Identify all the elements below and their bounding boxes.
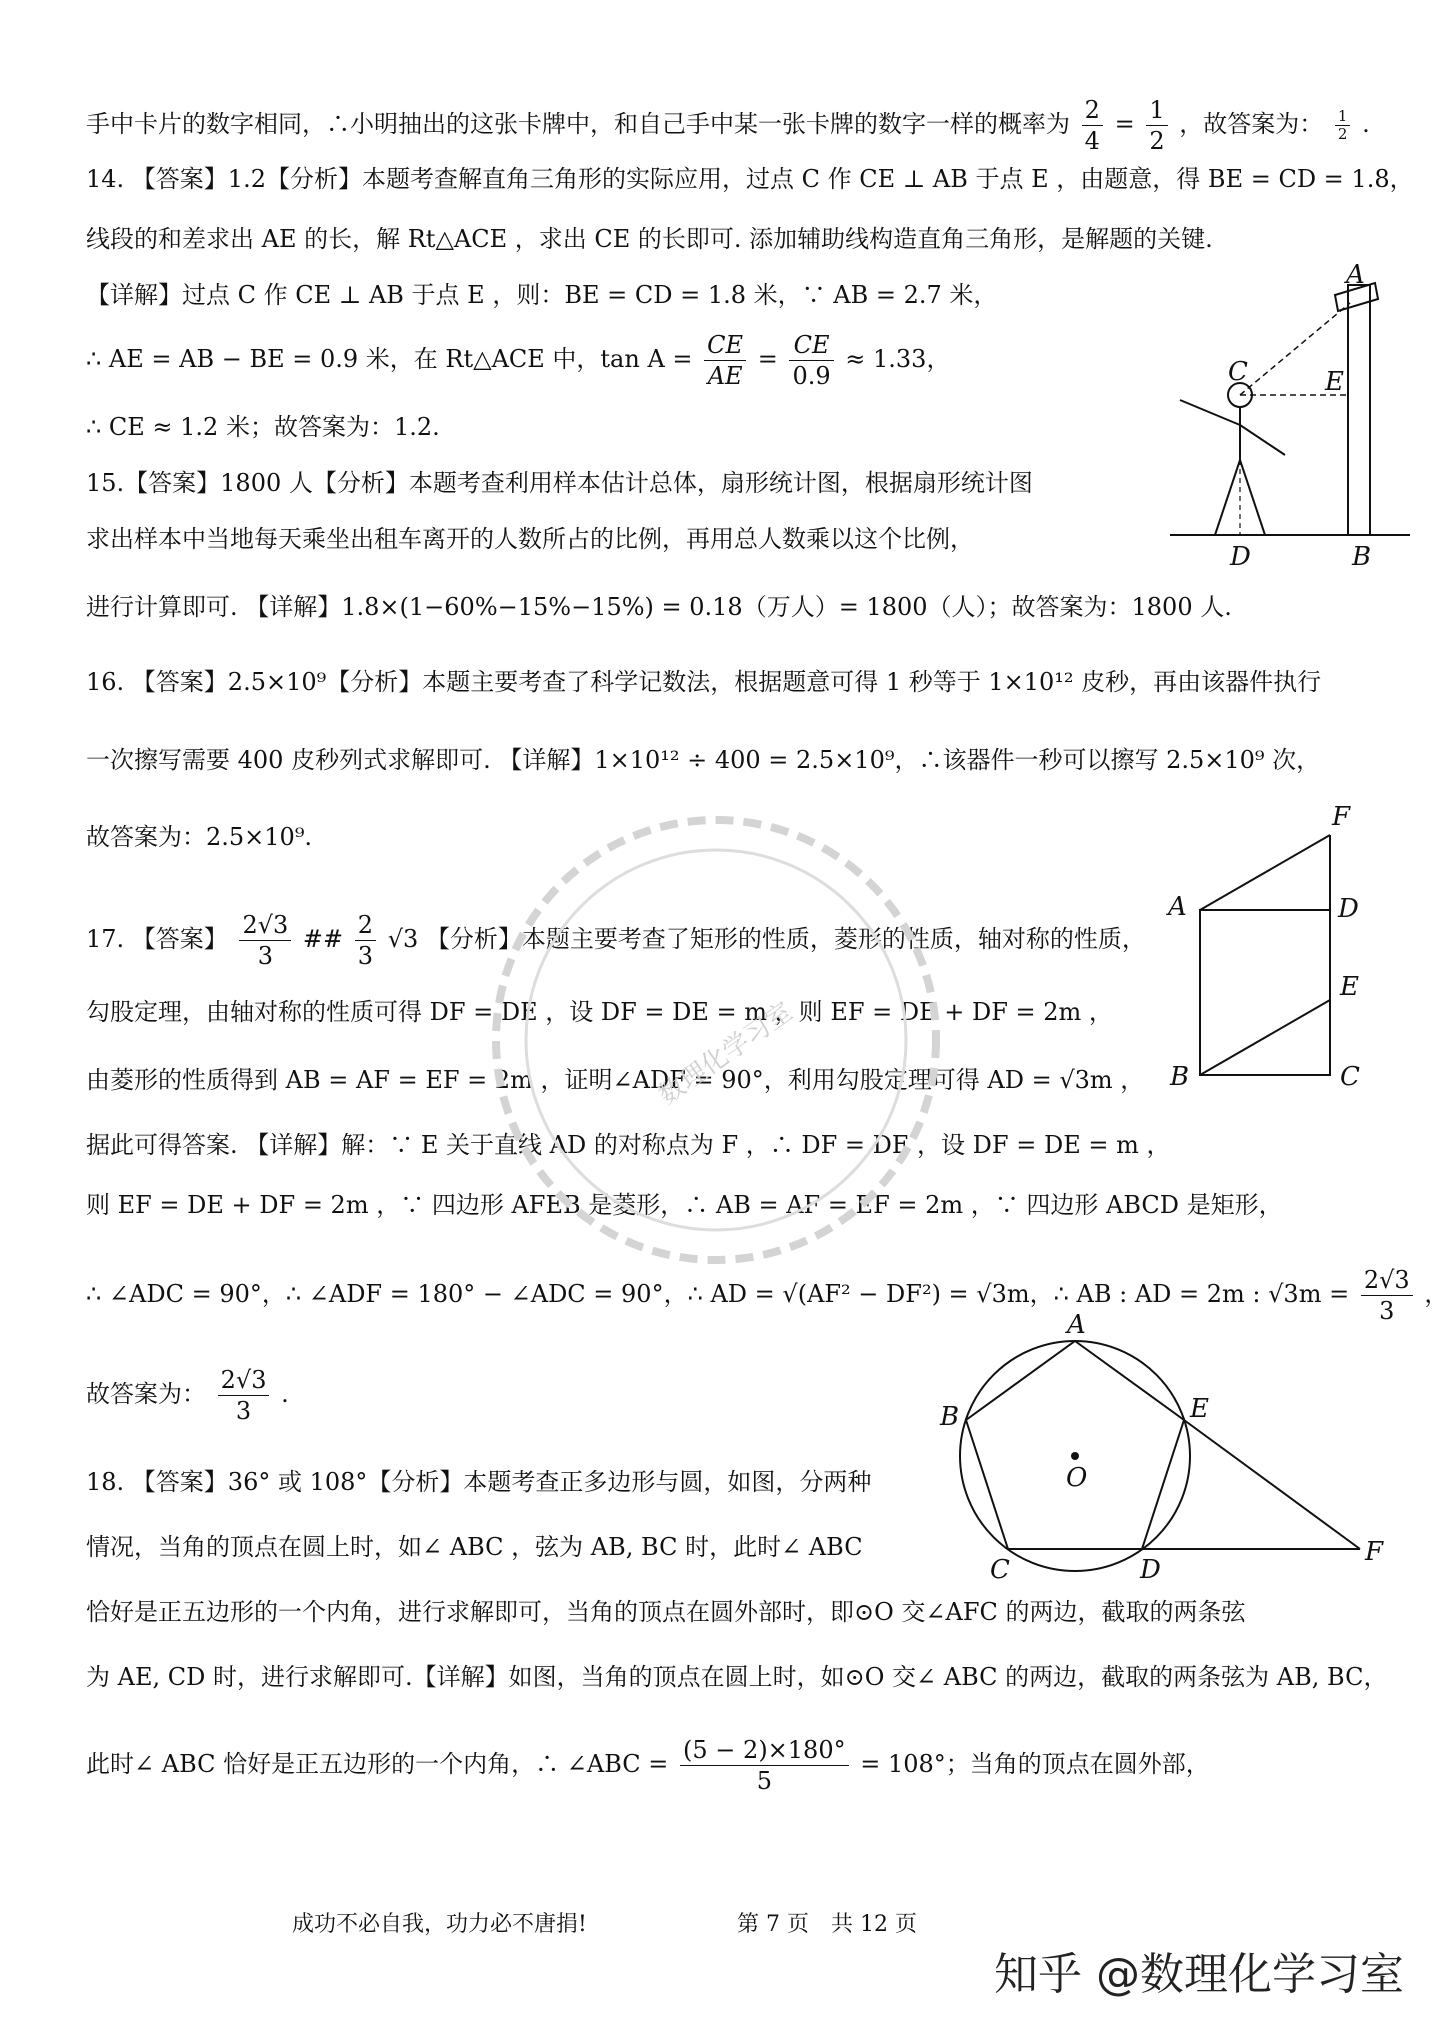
text-line: 为 AE, CD 时，进行求解即可.【详解】如图，当角的顶点在圆上时，如⊙O 交∠ ABC 的两边，截取的两条弦为 AB, BC， bbox=[86, 1663, 1388, 1691]
text-line: 18. 【答案】36° 或 108°【分析】本题考查正多边形与圆，如图，分两种 bbox=[86, 1468, 872, 1496]
fraction: $\frac{2√3}{3}$ bbox=[239, 910, 291, 971]
point-label: B bbox=[1170, 1062, 1190, 1092]
text-line: 则 EF = DE + DF = 2m ，∵ 四边形 AFEB 是菱形，∴ AB = AF = EF = 2m ，∵ 四边形 ABCD 是矩形， bbox=[86, 1191, 1283, 1219]
point-label: F bbox=[1332, 802, 1351, 832]
text-line: 此时∠ ABC 恰好是正五边形的一个内角，∴ ∠ABC = $\frac{(5 - 2)\times 180^\circ}{5}$ = 108°；当角的顶点在圆外部， bbox=[86, 1736, 1210, 1795]
text-line: 15.【答案】1800 人【分析】本题考查利用样本估计总体，扇形统计图，根据扇形统计图 bbox=[86, 469, 1033, 497]
figure-17 bbox=[1160, 795, 1380, 1095]
point-label: C bbox=[1340, 1062, 1360, 1092]
page-number: 第 7 页 共 12 页 bbox=[737, 1912, 917, 1937]
fraction: $\frac{2√3}{3}$ bbox=[218, 1365, 270, 1426]
text-line: 情况，当角的顶点在圆上时，如∠ ABC ，弦为 AB, BC 时，此时∠ ABC bbox=[86, 1533, 863, 1561]
fraction: $\frac{(5 - 2)\times 180^\circ}{5}$ bbox=[680, 1735, 849, 1796]
text-line: 进行计算即可. 【详解】1.8×(1−60%−15%−15%) = 0.18（万人）= 1800（人）；故答案为：1800 人. bbox=[86, 593, 1232, 621]
figure-14 bbox=[1160, 260, 1420, 575]
fraction: $\frac{CE}{AE}$ bbox=[704, 330, 746, 391]
text-line: 17. 【答案】 $\frac{2√3}{3}$ ## $\frac{2}{3}$ √3 【分析】本题主要考查了矩形的性质，菱形的性质，轴对称的性质， bbox=[86, 911, 1146, 970]
text-line: 手中卡片的数字相同，∴小明抽出的这张卡牌中，和自己手中某一张卡牌的数字一样的概率为 $\frac{2}{4}$ = $\frac{1}{2}$ ，故答案为： $\frac{1}{2}$ . bbox=[86, 96, 1370, 155]
fraction: $\frac{1}{2}$ bbox=[1335, 108, 1351, 143]
text-line: 14. 【答案】1.2【分析】本题考查解直角三角形的实际应用，过点 C 作 CE ⊥ AB 于点 E ，由题意，得 BE = CD = 1.8， bbox=[86, 165, 1414, 193]
point-label: D bbox=[1230, 542, 1251, 572]
text-line: 恰好是正五边形的一个内角，进行求解即可，当角的顶点在圆外部时，即⊙O 交∠AFC 的两边，截取的两条弦 bbox=[86, 1598, 1246, 1626]
fraction: $\frac{2}{3}$ bbox=[355, 910, 376, 971]
point-label: B bbox=[1352, 542, 1372, 572]
text-line: 故答案为： $\frac{2√3}{3}$ . bbox=[86, 1366, 289, 1425]
point-label: C bbox=[1228, 357, 1248, 387]
text-line: 据此可得答案. 【详解】解：∵ E 关于直线 AD 的对称点为 F ，∴ DF = DE ，设 DF = DE = m ， bbox=[86, 1131, 1171, 1159]
text-line: 由菱形的性质得到 AB = AF = EF = 2m ，证明∠ADF = 90°，利用勾股定理可得 AD = √3m ， bbox=[86, 1066, 1145, 1094]
point-label: A bbox=[1168, 892, 1187, 922]
footer-motto: 成功不必自我，功力必不唐捐! bbox=[292, 1912, 587, 1937]
point-label: C bbox=[990, 1555, 1010, 1585]
text-line: ∴ ∠ADC = 90°，∴ ∠ADF = 180° − ∠ADC = 90°，∴ AD = √(AF² − DF²) = √3m，∴ AB : AD = 2m : √3m = $\frac{2√3}{3}$ ， bbox=[86, 1266, 1448, 1325]
text-segment: 手中卡片的数字相同，∴小明抽出的这张卡牌中，和自己手中某一张卡牌的数字一样的概率为 bbox=[86, 110, 1070, 138]
text-line: 一次擦写需要 400 皮秒列式求解即可. 【详解】1×10¹² ÷ 400 = 2.5×10⁹，∴该器件一秒可以擦写 2.5×10⁹ 次， bbox=[86, 746, 1321, 774]
point-label: A bbox=[1346, 260, 1365, 290]
fraction: $\frac{1}{2}$ bbox=[1146, 95, 1167, 156]
text-line: 线段的和差求出 AE 的长，解 Rt△ACE ，求出 CE 的长即可. 添加辅助线构造直角三角形，是解题的关键. bbox=[86, 225, 1213, 253]
figure-18 bbox=[940, 1310, 1410, 1610]
fraction: $\frac{CE}{0.9}$ bbox=[789, 330, 833, 391]
text-line: 勾股定理，由轴对称的性质可得 DF = DE ，设 DF = DE = m ，则 EF = DE + DF = 2m ， bbox=[86, 998, 1113, 1026]
point-label: D bbox=[1338, 894, 1359, 924]
text-line: 故答案为：2.5×10⁹. bbox=[86, 823, 313, 851]
watermark-stamp bbox=[456, 780, 976, 1300]
text-line: ∴ CE ≈ 1.2 米；故答案为：1.2. bbox=[86, 413, 440, 441]
point-label: F bbox=[1365, 1537, 1384, 1567]
point-label: E bbox=[1190, 1394, 1209, 1424]
text-line: 16. 【答案】2.5×10⁹【分析】本题主要考查了科学记数法，根据题意可得 1 秒等于 1×10¹² 皮秒，再由该器件执行 bbox=[86, 668, 1322, 696]
point-label: A bbox=[1067, 1310, 1086, 1340]
point-label: D bbox=[1140, 1555, 1161, 1585]
text-line: ∴ AE = AB − BE = 0.9 米，在 Rt△ACE 中，tan A = $\frac{CE}{AE}$ = $\frac{CE}{0.9}$ ≈ 1.33， bbox=[86, 331, 951, 390]
point-label: E bbox=[1325, 367, 1344, 397]
watermark-text: 数理化学习室 bbox=[653, 996, 799, 1111]
text-line: 【详解】过点 C 作 CE ⊥ AB 于点 E ，则：BE = CD = 1.8 米，∵ AB = 2.7 米， bbox=[86, 281, 998, 309]
text-line: 求出样本中当地每天乘坐出租车离开的人数所占的比例，再用总人数乘以这个比例， bbox=[86, 525, 974, 553]
fraction: $\frac{2}{4}$ bbox=[1082, 95, 1103, 156]
fraction: $\frac{2√3}{3}$ bbox=[1361, 1265, 1413, 1326]
point-label: B bbox=[940, 1402, 960, 1432]
source-brand: 知乎 @数理化学习室 bbox=[994, 1949, 1404, 2000]
point-label: O bbox=[1066, 1463, 1088, 1493]
point-label: E bbox=[1340, 972, 1359, 1002]
